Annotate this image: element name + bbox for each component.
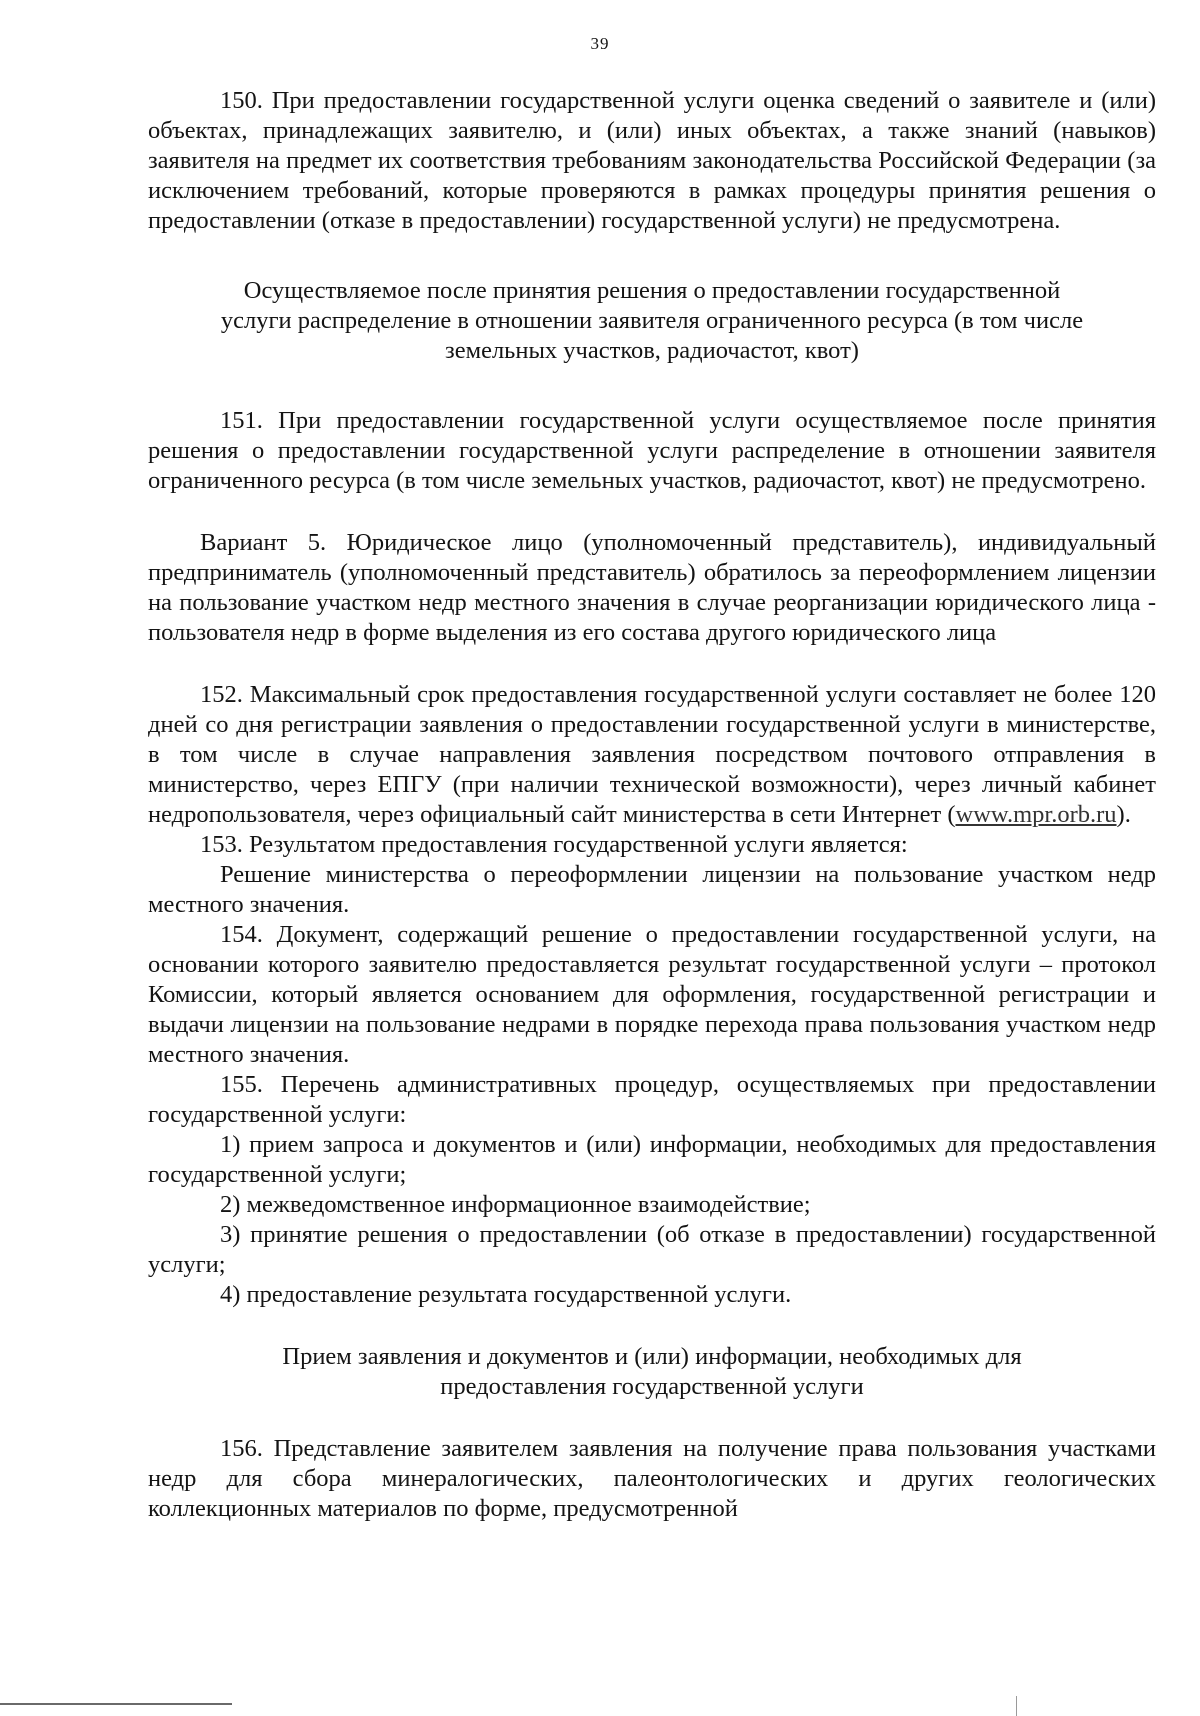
paragraph-152-text: 152. Максимальный срок предоставления государственной услуги составляет не более 120 дней со дня регистрации заявления о предоставлении государственной услуги в министерстве, в том числе в случае направления заявления посредством почтового отправления в министерство, через ЕПГУ (при наличии технической возможности), через личный кабинет недропользователя, через официальный сайт министерства в сети Интернет ( — [148, 681, 1156, 828]
paragraph-152-end: ). — [1116, 801, 1131, 828]
list-item: 1) прием запроса и документов и (или) информации, необходимых для предоставления государственной услуги; — [148, 1131, 1156, 1188]
ministry-website-link[interactable]: www.mpr.orb.ru — [955, 801, 1117, 828]
paragraph-155: 155. Перечень административных процедур, осуществляемых при предоставлении государственной услуги: — [148, 1071, 1156, 1128]
page-number: 39 — [590, 34, 610, 53]
paragraph-153: 153. Результатом предоставления государственной услуги является: — [200, 831, 908, 858]
paragraph-156: 156. Представление заявителем заявления на получение права пользования участками недр для сбора минералогических, палеонтологических и других геологических коллекционных материалов по форме, предусмотренной — [148, 1435, 1156, 1522]
list-item: 3) принятие решения о предоставлении (об отказе в предоставлении) государственной услуги; — [148, 1221, 1156, 1278]
paragraph-151: 151. При предоставлении государственной услуги осуществляемое после принятия решения о предоставлении государственной услуги распределение в отношении заявителя ограниченного ресурса (в том числе земельных участков, радиочастот, квот) не предусмотрено. — [148, 407, 1156, 494]
list-item: 2) межведомственное информационное взаимодействие; — [220, 1191, 811, 1218]
variant-5-heading: Вариант 5. Юридическое лицо (уполномоченный представитель), индивидуальный предприниматель (уполномоченный представитель) обратилось за переоформлением лицензии на пользование участком недр местного значения в случае реорганизации юридического лица - пользователя недр в форме выделения из его состава другого юридического лица — [148, 529, 1156, 646]
paragraph-154: 154. Документ, содержащий решение о предоставлении государственной услуги, на основании которого заявителю предоставляется результат государственной услуги – протокол Комиссии, который является основанием для оформления, государственной регистрации и выдачи лицензии на пользование недрами в порядке перехода права пользования участком недр местного значения. — [148, 921, 1156, 1068]
section-heading-resource-distribution: Осуществляемое после принятия решения о предоставлении государственной услуги распределение в отношении заявителя ограниченного ресурса (в том числе земельных участков, радиочастот, квот) — [220, 277, 1084, 364]
section-heading-application-reception: Прием заявления и документов и (или) информации, необходимых для предоставления государственной услуги — [282, 1343, 1022, 1400]
paragraph-152 — [148, 680, 1156, 830]
scan-artifact-mark — [1016, 1696, 1017, 1716]
list-item: 4) предоставление результата государственной услуги. — [220, 1281, 792, 1308]
paragraph-153-decision: Решение министерства о переоформлении лицензии на пользование участком недр местного значения. — [148, 861, 1156, 918]
document-body — [148, 86, 1156, 1524]
scan-artifact-line — [0, 1703, 232, 1705]
paragraph-150: 150. При предоставлении государственной услуги оценка сведений о заявителе и (или) объектах, принадлежащих заявителю, и (или) иных объектах, а также знаний (навыков) заявителя на предмет их соответствия требованиям законодательства Российской Федерации (за исключением требований, которые проверяются в рамках процедуры принятия решения о предоставлении (отказе в предоставлении) государственной услуги) не предусмотрена. — [148, 87, 1156, 234]
